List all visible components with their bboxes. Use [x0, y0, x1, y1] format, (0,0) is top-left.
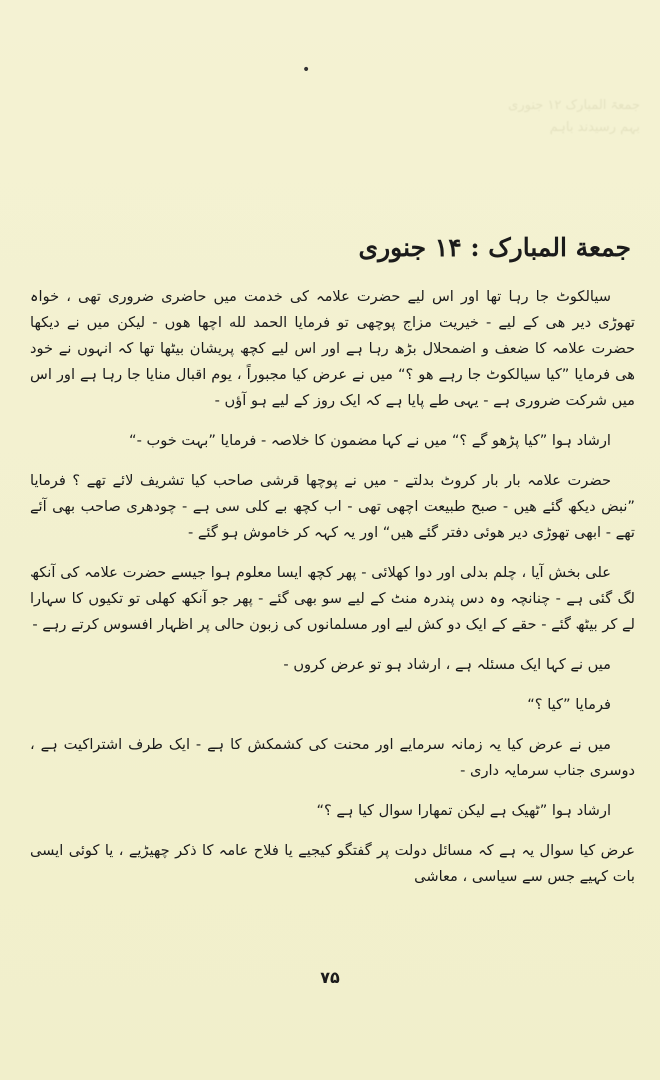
paragraph-9: عرض کیا سوال یہ ہے کہ مسائل دولت پر گفتگو کیجیے یا فلاح عامہ کا ذکر چھیڑیے ، یا کوئی ایسی بات کہیے جس سے سیاسی ، معاشی [30, 842, 635, 885]
paragraph-8: ارشاد ہوا ”ٹھیک ہے لیکن تمھارا سوال کیا ہے ؟“ [316, 802, 611, 819]
paragraph-7: میں نے عرض کیا یہ زمانہ سرمایے اور محنت کی کشمکش کا ہے - ایک طرف اشتراکیت ہے ، دوسری جناب سرمایہ داری - [30, 736, 635, 779]
page-top-mark: • [302, 62, 311, 78]
paragraph-4: علی بخش آیا ، چلم بدلی اور دوا کھلائی - پھر کچھ ایسا معلوم ہوا جیسے حضرت علامہ کی آنکھ لگ گئی ہے - چنانچہ وہ دس پندرہ منٹ کے لیے سو بھی گئے - پھر جو آنکھ کھلی تو تکیوں کا سہارا لے کر بیٹھ گئے - حقے کے ایک دو کش لیے اور مسلمانوں کی زبون حالی پر اظہار افسوس کرتے رہے - [30, 564, 635, 633]
paragraph-5: میں نے کہا ایک مسئلہ ہے ، ارشاد ہو تو عرض کروں - [283, 656, 611, 673]
paragraph-3: حضرت علامہ بار بار کروٹ بدلتے - میں نے پوچھا قرشی صاحب کیا تشریف لائے تھے ؟ فرمایا ”نبض دیکھ گئے ھیں - صبح طبیعت اچھی تھی - اب کچھ بے کلی سی ہے - چودھری صاحب بھی آئے تھے - ابھی تھوڑی دیر ھوئی دفتر گئے ھیں“ اور یہ کہہ کر خاموش ہو گئے - [30, 472, 635, 541]
paragraph-6: فرمایا ”کیا ؟“ [527, 696, 611, 713]
page-number: ۷۵ [320, 968, 340, 987]
main-text [30, 228, 635, 904]
paragraph-1: سیالکوٹ جا رہا تھا اور اس لیے حضرت علامہ کی خدمت میں حاضری ضروری تھی ، خواہ تھوڑی دیر ھی کے لیے - خیریت مزاج پوچھی تو فرمایا الحمد لله اچھا ھوں - لیکن میں نے دیکھا حضرت علامہ کا ضعف و اضمحلال بڑھ رہا ہے اور اس لیے کچھ پریشان بیٹھا تھا کہ انہوں نے خود ھی فرمایا ”کیا سیالکوٹ جا رہے ھو ؟“ میں نے عرض کیا مجبوراً ، یوم اقبال منایا جا رہا ہے اور اس میں شرکت ضروری ہے - یہی طے پایا ہے کہ ایک روز کے لیے ہو آؤں - [30, 288, 635, 409]
entry-heading: جمعة المبارک : ۱۴ جنوری [358, 233, 631, 262]
paragraph-2: ارشاد ہوا ”کیا پڑھو گے ؟“ میں نے کہا مضمون کا خلاصہ - فرمایا ”بہت خوب -“ [129, 432, 611, 449]
bleed-through-text: جمعۃ المبارک ۱۲ جنوری بہم رسیدند باہم [508, 98, 640, 135]
